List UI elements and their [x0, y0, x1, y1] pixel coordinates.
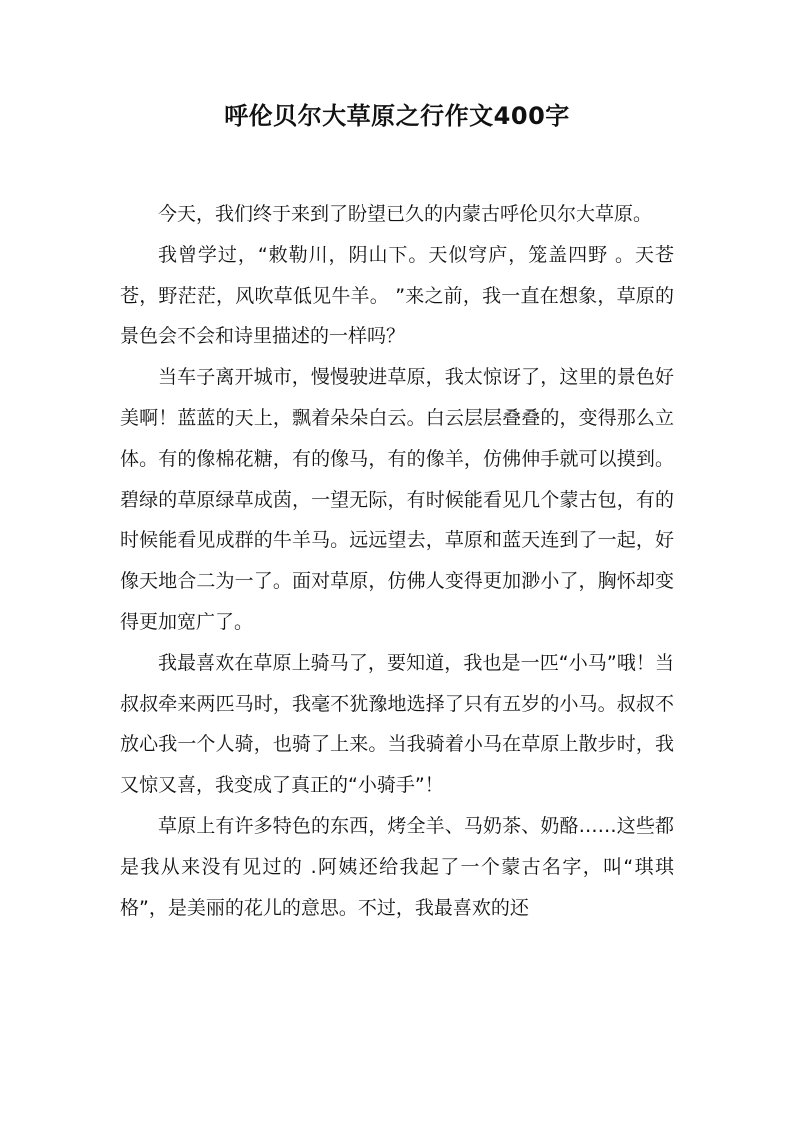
document-body	[120, 194, 674, 928]
paragraph-1: 今天，我们终于来到了盼望已久的内蒙古呼伦贝尔大草原。	[158, 203, 653, 225]
document-title: 呼伦贝尔大草原之行作文400字	[224, 102, 570, 130]
paragraph-2: 我曾学过，“敕勒川，阴山下。天似穹庐，笼盖四野 。天苍苍，野茫茫，风吹草低见牛羊。 ”来之前，我一直在想象，草原的景色会不会和诗里描述的一样吗？	[120, 243, 674, 348]
paragraph-3: 当车子离开城市，慢慢驶进草原，我太惊讶了，这里的景色好美啊！蓝蓝的天上，飘着朵朵白云。白云层层叠叠的，变得那么立体。有的像棉花糖，有的像马，有的像羊，仿佛伸手就可以摸到。碧绿的草原绿草成茵，一望无际，有时候能看见几个蒙古包，有的时候能看见成群的牛羊马。远远望去，草原和蓝天连到了一起，好像天地合二为一了。面对草原，仿佛人变得更加渺小了，胸怀却变得更加宽广了。	[120, 366, 674, 633]
paragraph-5: 草原上有许多特色的东西，烤全羊、马奶茶、奶酪……这些都是我从来没有见过的 .阿姨还给我起了一个蒙古名字，叫“琪琪格”，是美丽的花儿的意思。不过，我最喜欢的还	[120, 814, 674, 919]
paragraph-4: 我最喜欢在草原上骑马了，要知道，我也是一匹“小马”哦！当叔叔牵来两匹马时，我毫不犹豫地选择了只有五岁的小马。叔叔不放心我一个人骑，也骑了上来。当我骑着小马在草原上散步时，我又惊又喜，我变成了真正的“小骑手”！	[120, 651, 674, 797]
